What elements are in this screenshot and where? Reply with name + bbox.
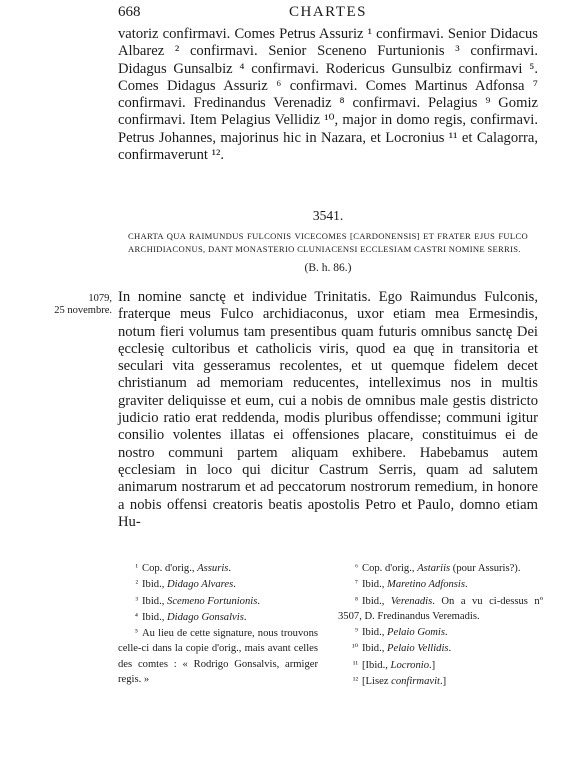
footnotes-right <box>338 560 543 689</box>
footnote <box>338 673 543 689</box>
footnote <box>118 560 318 576</box>
footnote-text: Cop. d'orig., <box>362 563 418 574</box>
footnote-text: [Ibid., <box>362 659 391 671</box>
footnote <box>338 576 543 592</box>
footnote <box>338 624 543 640</box>
footnote-number: ⁹ <box>355 626 358 637</box>
footnote-number: ² <box>135 578 138 589</box>
footnote-italic: Didago Gonsalvis <box>167 611 244 623</box>
charter-text: In nomine sanctę et individue Trinitatis. Ego Raimundus Fulconis, fraterque meus Fulco archidiaconus, uxor etiam mea Ermesindis, notum fieri volumus tam presentibus quam futuris omnibus sanctę Dei ęcclesię cultoribus et catholicis viris, quod ea quę in transitoria et seculari vita gesseramus recolentes, et ut quemque fidelem decet christianum ad memoriam reducentes, intelleximus nos in multis graviter deliquisse et eum, cui a nobis de omnibus male gestis districto judicio ratio erat reddenda, modis pluribus offendisse; communi igitur consilio volentes illatas ei offensiones placare, constituimus ei de nostro communi partem aliquam exhibere. Habebamus autem ęcclesiam in loco qui dicitur Castrum Serris, quam ad salutem animarum nostrarum et ad peccatorum nostrorum remedium, in honore a nobis offensi creatoris beatis apostolis Petro et Paulo, domno etiam Hu- <box>118 289 538 530</box>
running-header <box>118 4 538 26</box>
footnote-text: Au lieu de cette signature, nous trouvons celle-ci dans la copie d'orig., mais avant celles des comtes : « Rodrigo Gonsalvis, armiger regis. » <box>118 628 318 686</box>
footnote-text: [Lisez <box>362 676 392 688</box>
footnotes-left <box>118 560 318 687</box>
footnote-tail: (pour Assuris?). <box>450 563 521 574</box>
footnote-number: ¹² <box>352 675 358 686</box>
footnote-number: ¹¹ <box>352 658 358 669</box>
footnote <box>338 657 543 673</box>
footnote-tail: . <box>243 611 247 623</box>
footnote-italic: Locronio <box>390 659 430 671</box>
footnote-number: ³ <box>135 594 138 605</box>
footnote-tail: . <box>233 579 236 591</box>
footnote-text: Ibid., <box>142 595 168 607</box>
charter-number: 3541. <box>312 208 344 223</box>
footnote-italic: Scemeno Fortunionis <box>167 595 258 607</box>
date-day: 25 novembre. <box>54 305 112 316</box>
footnote-text: Ibid., <box>362 627 388 639</box>
footnote-text: Ibid., <box>362 579 388 591</box>
charter-source: (B. h. 86.) <box>304 262 352 274</box>
footnote <box>118 609 318 625</box>
footnote-italic: Maretino Adfonsis <box>387 579 465 591</box>
footnote-number: ⁷ <box>355 578 358 589</box>
footnote-number: ¹⁰ <box>352 642 358 653</box>
footnote <box>338 593 543 625</box>
footnote-tail: .] <box>439 676 447 688</box>
date-year: 1079, <box>88 293 112 304</box>
continued-charter-text: vatoriz confirmavi. Comes Petrus Assuriz ¹ confirmavi. Senior Didacus Albarez ² confirmavi. Senior Sceneno Furtunionis ³ confirmavi. Didagus Gunsalbiz ⁴ confirmavi. Rodericus Gunsulbiz confirmavi ⁵. Comes Didagus Assuriz ⁶ confirmavi. Comes Martinus Adfonsa ⁷ confirmavi. Fredinandus Verenadiz ⁸ confirmavi. Pelagius ⁹ Gomiz confirmavi. Item Pelagius Vellidiz ¹⁰, major in domo regis, confirmavi. Petrus Johannes, majorinus hic in Nazara, et Locronius ¹¹ et Calagorra, confirmaverunt ¹². <box>118 26 538 164</box>
footnote <box>118 593 318 609</box>
footnote-italic: confirmavit <box>391 676 440 688</box>
footnote-tail: . On a vu ci-dessus nº 3507, D. Fredinandus Veremadis. <box>338 595 543 622</box>
footnote <box>338 640 543 656</box>
footnote-tail: . <box>448 643 452 655</box>
footnote <box>118 576 318 592</box>
footnote-text: Ibid., <box>362 595 391 607</box>
footnote-italic: Pelaio Gomis <box>387 627 445 639</box>
footnote-tail: . <box>228 563 232 574</box>
footnote-italic: Assuris <box>197 563 229 574</box>
footnote-number: ⁴ <box>135 610 138 621</box>
footnote-text: Ibid., <box>142 611 168 623</box>
charter-title: CHARTA QUA RAIMUNDUS FULCONIS VICECOMES [CARDONENSIS] ET FRATER EJUS FULCO ARCHIDIACONUS, DANT MONASTERIO CLUNIACENSI ECCLESIAM CASTRI NOMINE SERRIS. <box>128 231 528 254</box>
margin-date <box>22 293 112 317</box>
footnote-italic: Astariis <box>417 563 451 574</box>
footnote-number: ⁵ <box>135 627 138 638</box>
footnote-tail: .] <box>429 659 436 671</box>
footnote-number: ¹ <box>135 562 138 572</box>
page-number: 668 <box>118 4 141 20</box>
footnote <box>338 560 543 576</box>
footnote-text: Ibid., <box>142 579 168 591</box>
footnote-italic: Pelaio Vellidis <box>387 643 449 655</box>
footnote-italic: Verenadis <box>390 595 433 607</box>
footnote-tail: . <box>257 595 260 607</box>
footnote-text: Ibid., <box>362 643 388 655</box>
footnote-number: ⁶ <box>355 562 358 572</box>
footnote-number: ⁸ <box>355 594 358 605</box>
footnote-text: Cop. d'orig., <box>142 563 198 574</box>
footnote-tail: . <box>465 579 468 591</box>
footnote <box>118 625 318 687</box>
footnote-italic: Didago Alvares <box>167 579 234 591</box>
footnote-tail: . <box>444 627 448 639</box>
running-title: CHARTES <box>289 4 367 20</box>
